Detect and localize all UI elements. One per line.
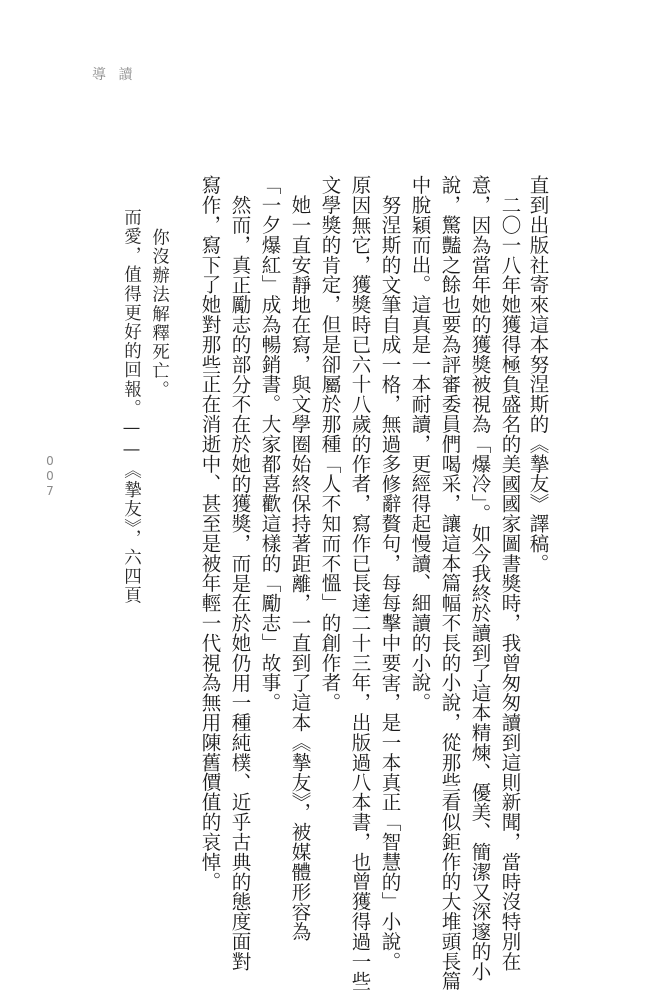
body-column: 意，因為當年她的獲獎被視為「爆冷」。如今我終於讀到了這本精煉、優美、簡潔又深邃的小 bbox=[468, 175, 492, 982]
body-column: 直到出版社寄來這本努涅斯的《摯友》譯稿。 bbox=[526, 175, 550, 573]
page-number: 007 bbox=[43, 454, 57, 499]
body-column: 然而，真正勵志的部分不在於她的獲獎，而是在於她仍用一種純樸、近乎古典的態度面對 bbox=[228, 195, 252, 972]
epigraph-line: 而愛，值得更好的回報。——《摯友》，六四頁 bbox=[121, 208, 142, 606]
body-column: 說，驚豔之餘也要為評審委員們喝采，讓這本篇幅不長的小說，從那些看似鉅作的大堆頭長篇 bbox=[438, 175, 462, 991]
body-column: 寫作，寫下了她對那些正在消逝中、甚至是被年輕一代視為無用陳舊價值的哀悼。 bbox=[198, 175, 222, 892]
body-column: 原因無它，獲獎時已六十八歲的作者，寫作已長達二十三年，出版過八本書，也曾獲得過一些 bbox=[348, 175, 372, 991]
epigraph-line: 你沒辦法解釋死亡。 bbox=[149, 228, 170, 400]
body-column: 她一直安靜地在寫，與文學圈始終保持著距離，一直到了這本《摯友》，被媒體形容為 bbox=[288, 195, 312, 942]
body-column: 二〇一八年她獲得極負盛名的美國國家圖書獎時，我曾匆匆讀到這則新聞，當時沒特別在 bbox=[498, 195, 522, 972]
running-head: 導 讀 bbox=[92, 67, 137, 83]
body-column: 文學獎的肯定，但是卻屬於那種「人不知而不慍」的創作者。 bbox=[318, 175, 342, 713]
body-column: 中脫穎而出。這真是一本耐讀，更經得起慢讀、細讀的小說。 bbox=[408, 175, 432, 713]
body-column: 努涅斯的文筆自成一格，無過多修辭贅句，每每擊中要害，是一本真正「智慧的」小說。 bbox=[378, 195, 402, 972]
body-column: 「一夕爆紅」成為暢銷書。大家都喜歡這樣的「勵志」故事。 bbox=[258, 175, 282, 713]
